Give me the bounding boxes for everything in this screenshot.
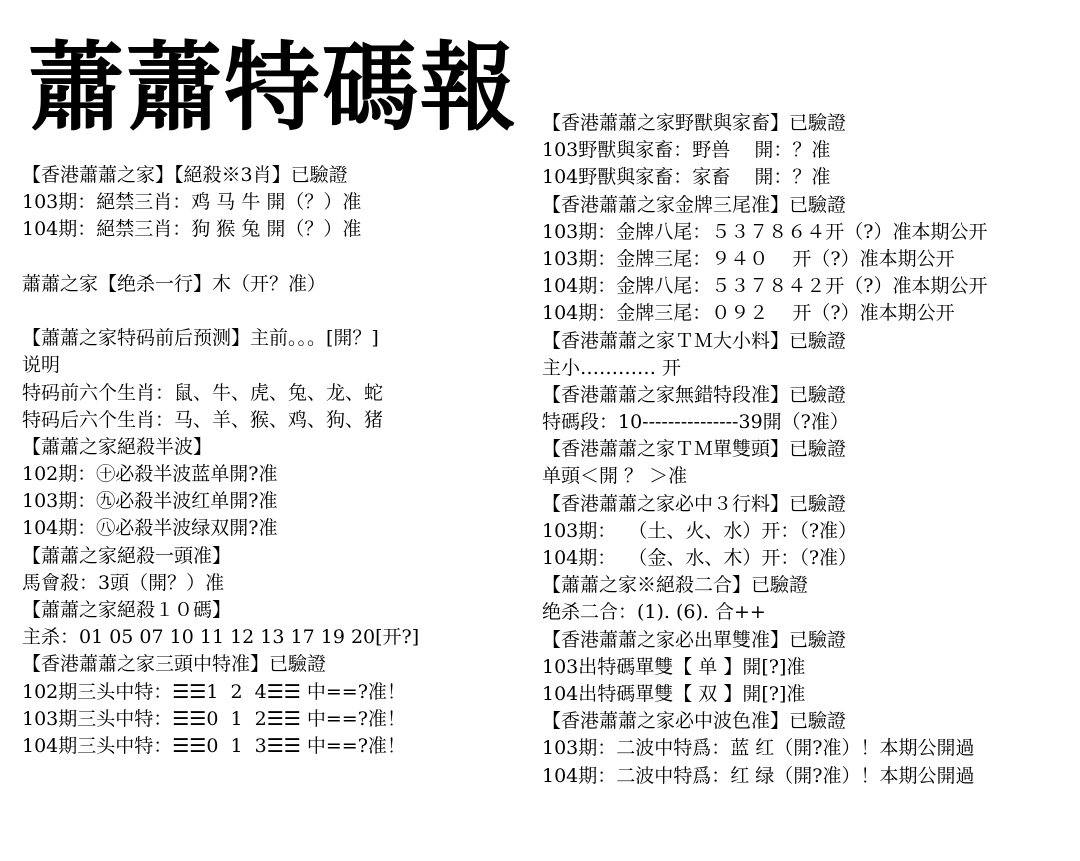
text-line: 【蕭蕭之家絕殺一頭准】 bbox=[22, 544, 232, 567]
text-line: 【香港蕭蕭之家金牌三尾准】已驗證 bbox=[542, 193, 847, 216]
text-line: 【香港蕭蕭之家三頭中特准】已驗證 bbox=[22, 653, 327, 676]
text-line: 【蕭蕭之家絕殺１０碼】 bbox=[22, 599, 232, 621]
text-line: 【香港蕭蕭之家必中波色准】已驗證 bbox=[542, 710, 847, 733]
text-line: 104期：㊇必殺半波绿双開?准 bbox=[22, 517, 278, 540]
text-line: 102期：㊉必殺半波蓝单開?准 bbox=[22, 463, 278, 486]
text-line: 104期：二波中特爲：红 绿（開?准）！本期公開過 bbox=[542, 764, 975, 787]
blank-line bbox=[22, 244, 512, 271]
text-line: 【蕭蕭之家絕殺半波】 bbox=[22, 435, 213, 458]
text-line: 【蕭蕭之家※絕殺二合】已驗證 bbox=[542, 574, 809, 597]
text-line: 103期：金牌三尾：９４０ 开（?）准本期公开 bbox=[542, 247, 955, 270]
text-line: 馬會殺：3頭（開？）准 bbox=[22, 571, 225, 594]
text-line: 【香港蕭蕭之家】【絕殺※3肖】已驗證 bbox=[22, 164, 348, 186]
text-line: 主小………… 开 bbox=[542, 356, 682, 379]
text-line: 【香港蕭蕭之家野獸與家畜】已驗證 bbox=[542, 112, 847, 134]
text-line: 103期：絕禁三肖：鸡 马 牛 開（？）准 bbox=[22, 191, 362, 214]
text-line: 蕭蕭之家【绝杀一行】木（开？准） bbox=[22, 272, 327, 295]
blank-line bbox=[22, 298, 512, 325]
text-line: 绝杀二合：(1). (6). 合++ bbox=[542, 601, 766, 624]
text-line: 104出特碼單雙【 双 】開[?]准 bbox=[542, 682, 806, 705]
text-line: 103期三头中特：☰☰0 1 2☰☰ 中==?准！ bbox=[22, 707, 406, 730]
text-line: 特码前六个生肖：鼠、牛、虎、兔、龙、蛇 bbox=[22, 381, 384, 404]
text-line: 【香港蕭蕭之家ＴＭ單雙頭】已驗證 bbox=[542, 438, 847, 461]
text-line: 【香港蕭蕭之家無錯特段准】已驗證 bbox=[542, 383, 847, 406]
text-line: 104期：金牌三尾：０９２ 开（?）准本期公开 bbox=[542, 302, 955, 325]
right-column bbox=[542, 110, 1062, 790]
text-line: 104野獸與家畜：家畜 開：？准 bbox=[542, 166, 831, 189]
text-line: 103期：二波中特爲：蓝 红（開?准）！本期公開過 bbox=[542, 737, 975, 760]
text-line: 103期：㊈必殺半波红单開?准 bbox=[22, 490, 278, 513]
text-line: 103期： （土、火、水）开：（?准） bbox=[542, 519, 858, 542]
text-line: 104期：絕禁三肖：狗 猴 兔 開（？）准 bbox=[22, 218, 362, 241]
text-line: 特码后六个生肖：马、羊、猴、鸡、狗、猪 bbox=[22, 408, 384, 431]
text-line: 103野獸與家畜：野兽 開：？准 bbox=[542, 139, 831, 162]
page-title: 蕭蕭特碼報 bbox=[28, 31, 518, 144]
text-line: 102期三头中特：☰☰1 2 4☰☰ 中==?准！ bbox=[22, 680, 406, 703]
text-line: 特碼段：10---------------39開（?准） bbox=[542, 411, 849, 434]
text-line: 说明 bbox=[22, 354, 61, 377]
text-line: 104期三头中特：☰☰0 1 3☰☰ 中==?准！ bbox=[22, 734, 406, 757]
text-line: 104期：金牌八尾：５３７８４２开（?）准本期公开 bbox=[542, 275, 988, 298]
text-line: 【香港蕭蕭之家必中３行料】已驗證 bbox=[542, 492, 847, 515]
text-line: 104期： （金、水、木）开：（?准） bbox=[542, 547, 858, 569]
text-line: 103出特碼單雙【 单 】開[?]准 bbox=[542, 655, 806, 678]
left-column bbox=[22, 162, 512, 760]
text-line: 【香港蕭蕭之家必出單雙准】已驗證 bbox=[542, 628, 847, 651]
text-line: 单頭＜開 ？ ＞准 bbox=[542, 465, 688, 488]
text-line: 主杀：01 05 07 10 11 12 13 17 19 20[开?] bbox=[22, 626, 420, 649]
text-line: 103期：金牌八尾：５３７８６４开（?）准本期公开 bbox=[542, 220, 988, 243]
text-line: 【蕭蕭之家特码前后预测】主前。。。[開？] bbox=[22, 327, 379, 350]
text-line: 【香港蕭蕭之家ＴＭ大小料】已驗證 bbox=[542, 329, 847, 352]
